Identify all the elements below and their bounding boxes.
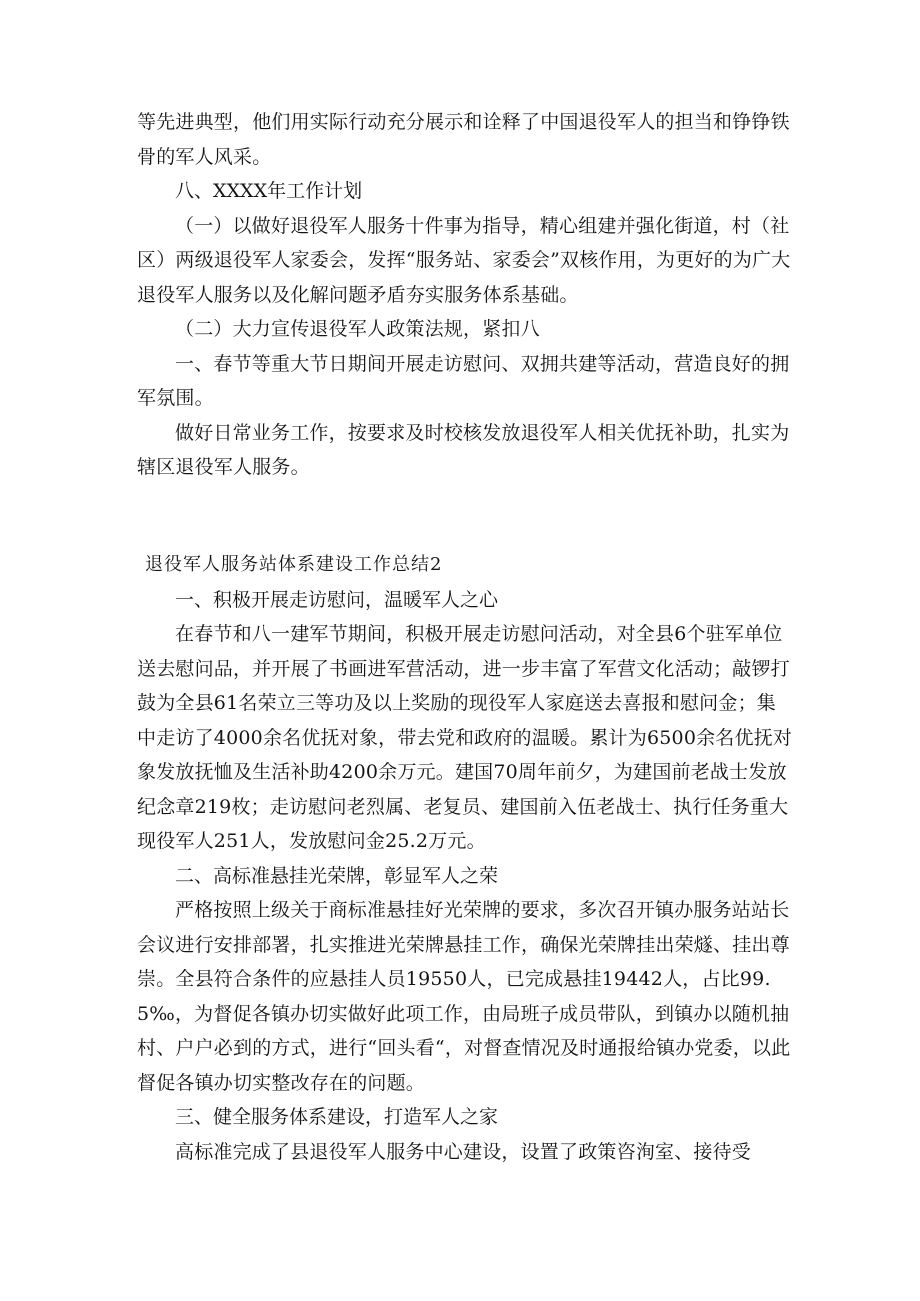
paragraph-plan-item-1: （一）以做好退役军人服务十件事为指导，精心组建并强化街道，村（社区）两级退役军人家委会，发挥“服务站、家委会”双核作用，为更好的为广大退役军人服务以及化解问题矛盾夯实服务体系基础。 bbox=[137, 214, 791, 306]
heading-service-system: 三、健全服务体系建设，打造军人之家 bbox=[175, 1106, 499, 1128]
heading-work-plan: 八、XXXX年工作计划 bbox=[175, 180, 363, 202]
paragraph-continued-text: 等先进典型，他们用实际行动充分展示和诠释了中国退役军人的担当和铮铮铁骨的军人风采。 bbox=[137, 111, 790, 168]
paragraph-plan-item-3: 一、春节等重大节日期间开展走访慰问、双拥共建等活动，营造良好的拥军氛围。 bbox=[137, 352, 790, 409]
section-1-body bbox=[137, 105, 793, 485]
heading-visit-and-comfort: 一、积极开展走访慰问，温暖军人之心 bbox=[175, 588, 499, 611]
section-2-body bbox=[137, 548, 793, 1169]
paragraph-visit-and-comfort: 在春节和八一建军节期间，积极开展走访慰问活动，对全县6个驻军单位送去慰问品，并开展了书画进军营活动，进一步丰富了军营文化活动；敲锣打鼓为全县61名荣立三等功及以上奖励的现役军人家庭送去喜报和慰问金；集中走访了4000余名优抚对象，带去党和政府的温暖。累计为6500余名优抚对象发放抚恤及生活补助4200余万元。建国70周年前夕，为建国前老战士发放纪念章219枚；走访慰问老烈属、老复员、建国前入伍老战士、执行任务重大现役军人251人，发放慰问金25.2万元。 bbox=[137, 623, 793, 852]
paragraph-service-system: 高标准完成了县退役军人服务中心建设，设置了政策咨洵室、接待受 bbox=[175, 1140, 752, 1163]
document-title: 退役军人服务站体系建设工作总结2 bbox=[145, 554, 443, 575]
paragraph-plan-item-4: 做好日常业务工作，按要求及时校核发放退役军人相关优抚补助，扎实为辖区退役军人服务。 bbox=[137, 421, 790, 478]
paragraph-plan-item-2: （二）大力宣传退役军人政策法规，紧扣八 bbox=[175, 318, 540, 340]
paragraph-honor-plaque: 严格按照上级关于商标准悬挂好光荣牌的要求，多次召开镇办服务站站长会议进行安排部署，扎实推进光荣牌悬挂工作，确保光荣牌挂出荣燧、挂出尊崇。全县符合条件的应悬挂人员19550人，已完成悬挂19442人，占比99.5‰，为督促各镇办切实做好此项工作，由局班子成员带队，到镇办以随机抽村、户户必到的方式，进行“回头看“，对督查情况及时通报给镇办党委，以此督促各镇办切实整改存在的问题。 bbox=[137, 899, 791, 1094]
heading-honor-plaque: 二、高标准悬挂光荣牌，彰显军人之荣 bbox=[175, 864, 499, 887]
